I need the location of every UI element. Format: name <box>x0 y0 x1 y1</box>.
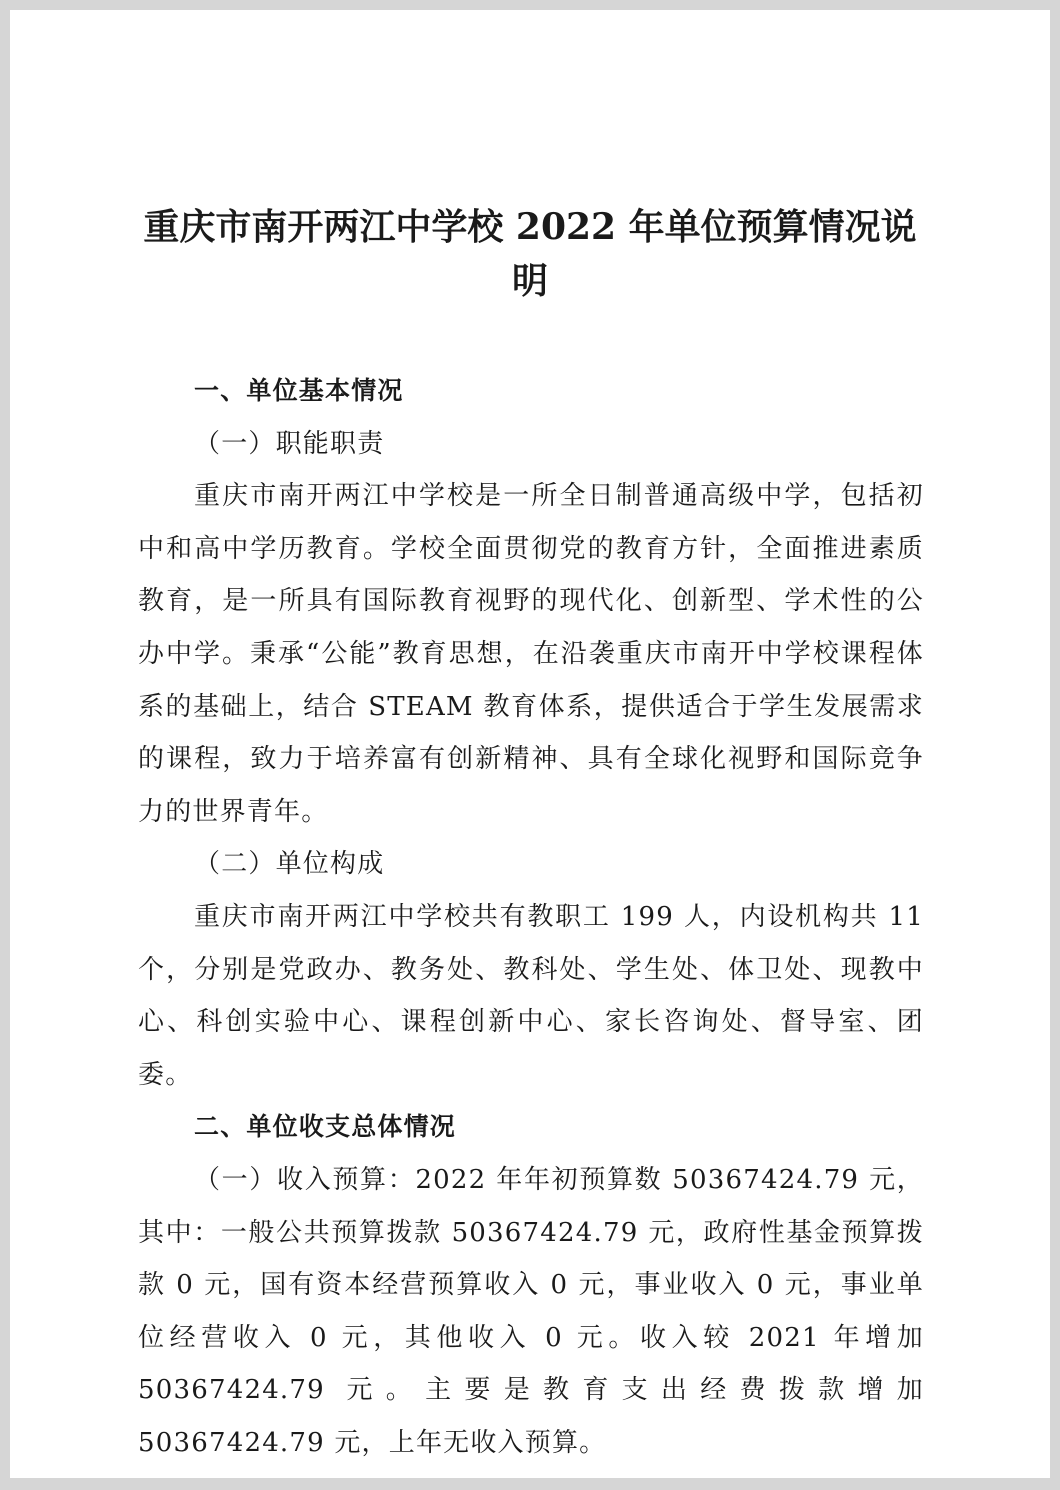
section-heading-1: 一、单位基本情况 <box>194 376 404 405</box>
subsection-heading-functions: （一）职能职责 <box>194 428 385 459</box>
subsection-heading-composition: （二）单位构成 <box>194 849 385 880</box>
document-body <box>138 365 924 1469</box>
document-title: 重庆市南开两江中学校 2022 年单位预算情况说明 <box>143 206 917 302</box>
section-heading-2: 二、单位收支总体情况 <box>194 1112 457 1142</box>
paragraph-income-budget: （一）收入预算：2022 年年初预算数 50367424.79 元，其中：一般公共预算拨款 50367424.79 元，政府性基金预算拨款 0 元，国有资本经营预算收入 0 元，事业收入 0 元，事业单位经营收入 0 元，其他收入 0 元。收入较 2021 年增加 50367424.79 元。主要是教育支出经费拨款增加 50367424.79 元，上年无收入预算。 <box>138 1164 924 1458</box>
paragraph-composition: 重庆市南开两江中学校共有教职工 199 人，内设机构共 11 个，分别是党政办、教务处、教科处、学生处、体卫处、现教中心、科创实验中心、课程创新中心、家长咨询处、督导室、团委。 <box>138 901 924 1090</box>
document-page <box>10 10 1050 1478</box>
paragraph-functions: 重庆市南开两江中学校是一所全日制普通高级中学，包括初中和高中学历教育。学校全面贯彻党的教育方针，全面推进素质教育，是一所具有国际教育视野的现代化、创新型、学术性的公办中学。秉承“公能”教育思想，在沿袭重庆市南开中学校课程体系的基础上，结合 STEAM 教育体系，提供适合于学生发展需求的课程，致力于培养富有创新精神、具有全球化视野和国际竞争力的世界青年。 <box>138 481 924 827</box>
